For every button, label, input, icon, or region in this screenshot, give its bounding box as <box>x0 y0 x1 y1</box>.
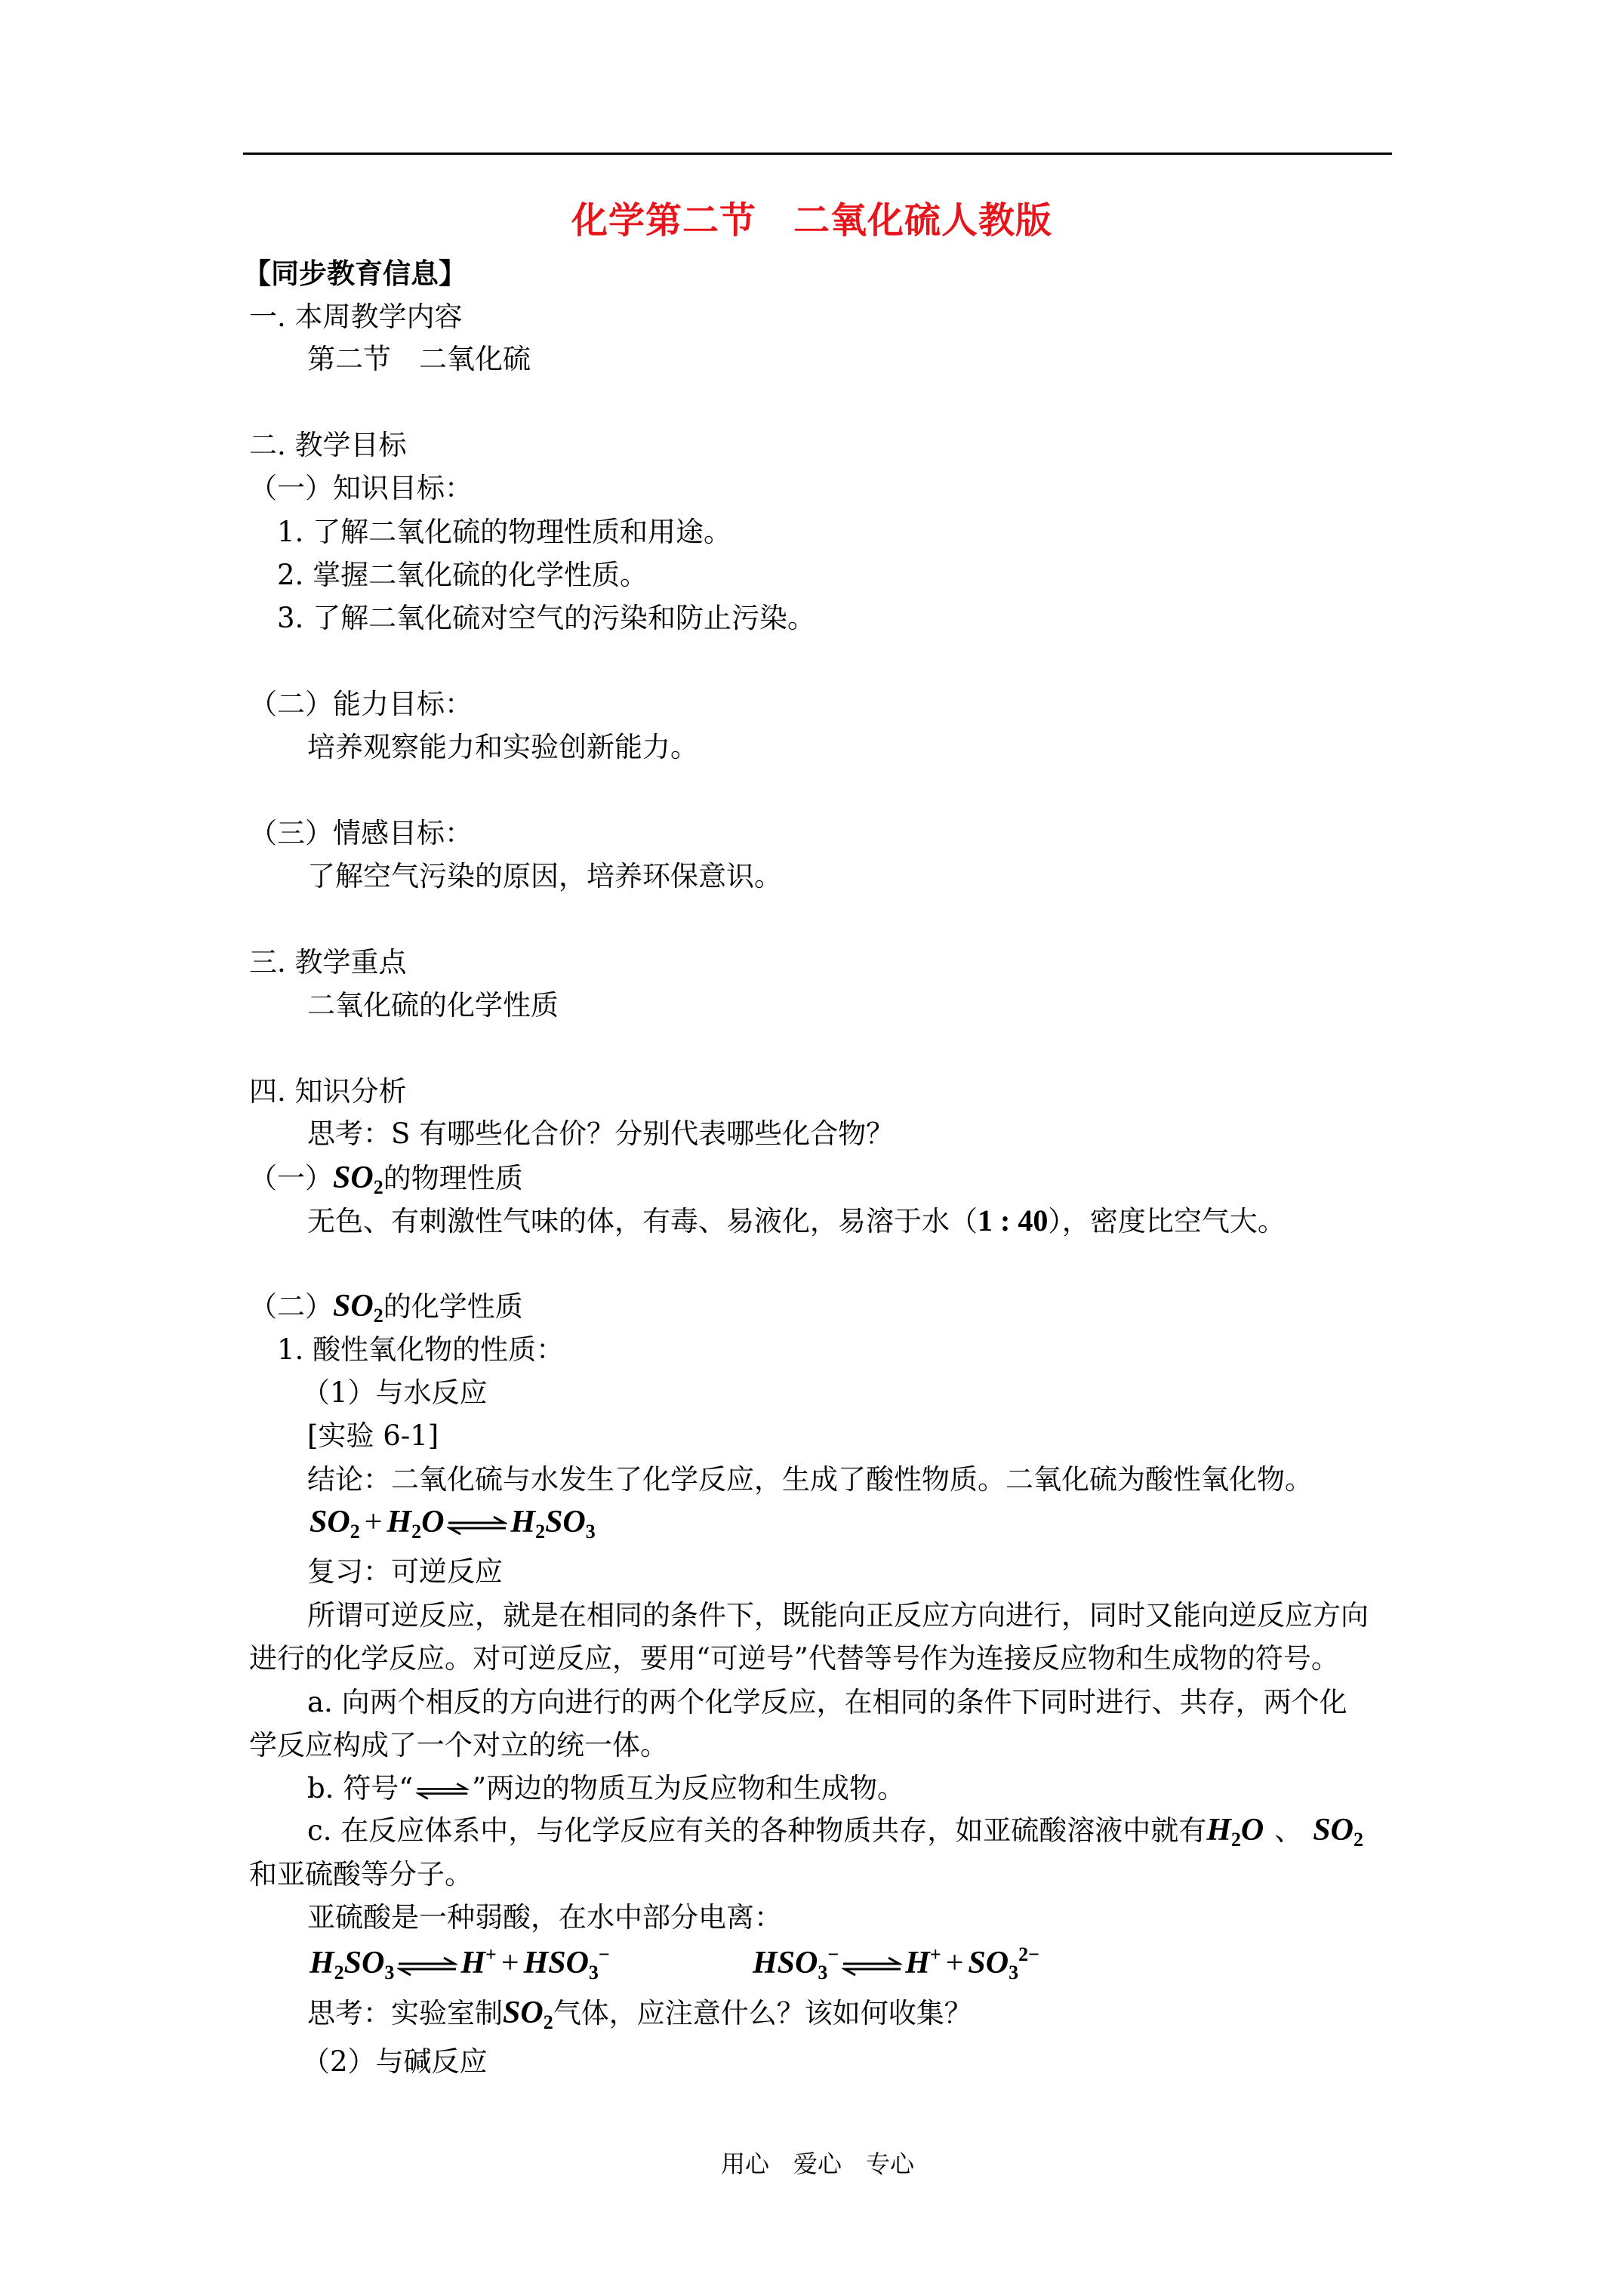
section-heading-3: 三. 教学重点 <box>249 946 407 978</box>
react-base-heading: （2）与碱反应 <box>302 2045 488 2078</box>
point-a-line-1: a. 向两个相反的方向进行的两个化学反应，在相同的条件下同时进行、共存，两个化 <box>307 1686 1347 1718</box>
reversible-arrow-icon <box>397 1956 457 1976</box>
chemical-properties-heading: （二）$SO_2$的化学性质 <box>249 1289 523 1327</box>
section-heading-1: 一. 本周教学内容 <box>249 300 463 333</box>
emotion-heading: （三）情感目标： <box>249 817 473 849</box>
physical-suffix: 的物理性质 <box>383 1162 523 1194</box>
reversible-arrow-icon <box>416 1781 469 1801</box>
point-a-line-2: 学反应构成了一个对立的统一体。 <box>249 1729 668 1761</box>
think-question-2: 思考：实验室制$SO_2$气体，应注意什么？该如何收集？ <box>307 1996 972 2033</box>
equation-ionization-1: $H_2SO_3$ $H^+ + HSO_3^-$ <box>310 1943 610 1983</box>
think-question-1: 思考：S 有哪些化合价？分别代表哪些化合物？ <box>307 1117 895 1150</box>
solubility-ratio: 1 : 40 <box>978 1203 1049 1237</box>
knowledge-heading: （一）知识目标： <box>249 472 473 504</box>
section-sync-info: 【同步教育信息】 <box>243 257 467 290</box>
knowledge-item-2: 2. 掌握二氧化硫的化学性质。 <box>277 559 648 591</box>
ability-body: 培养观察能力和实验创新能力。 <box>307 731 698 763</box>
formula-so2: $SO_2$ <box>503 1996 553 2033</box>
formula-so2: $SO_2$ <box>333 1160 383 1198</box>
acidic-oxide-heading: 1. 酸性氧化物的性质： <box>277 1333 565 1366</box>
review-heading: 复习：可逆反应 <box>307 1555 503 1588</box>
reversible-paragraph-line-1: 所谓可逆反应，就是在相同的条件下，既能向正反应方向进行，同时又能向逆反应方向 <box>307 1599 1369 1632</box>
knowledge-item-3: 3. 了解二氧化硫对空气的污染和防止污染。 <box>277 602 816 634</box>
header-rule <box>243 153 1392 155</box>
knowledge-item-1: 1. 了解二氧化硫的物理性质和用途。 <box>277 516 732 548</box>
page-footer: 用心 爱心 专心 <box>721 2150 915 2178</box>
section-1-body: 第二节 二氧化硫 <box>307 343 531 375</box>
emotion-body: 了解空气污染的原因，培养环保意识。 <box>307 860 782 892</box>
formula-h2o: $H_2O$ <box>1206 1813 1264 1851</box>
section-3-body: 二氧化硫的化学性质 <box>307 989 559 1022</box>
reversible-arrow-icon <box>447 1515 507 1535</box>
ability-heading: （二）能力目标： <box>249 688 473 720</box>
section-heading-4: 四. 知识分析 <box>249 1075 407 1108</box>
conclusion-text: 结论：二氧化硫与水发生了化学反应，生成了酸性物质。二氧化硫为酸性氧化物。 <box>307 1463 1313 1496</box>
formula-so2: $SO_2$ <box>1313 1813 1363 1851</box>
weak-acid-text: 亚硫酸是一种弱酸，在水中部分电离： <box>307 1901 782 1934</box>
formula-so2: $SO_2$ <box>333 1289 383 1327</box>
equation-ionization-2: $HSO_3^-$ $H^+ + SO_3^{2-}$ <box>753 1943 1039 1983</box>
reversible-paragraph-line-2: 进行的化学反应。对可逆反应，要用“可逆号”代替等号作为连接反应物和生成物的符号。 <box>249 1642 1339 1675</box>
experiment-label: [实验 6-1] <box>307 1419 439 1452</box>
physical-properties-heading <box>249 1160 523 1196</box>
point-c-line-2: 和亚硫酸等分子。 <box>249 1858 473 1891</box>
equation-so2-water: $SO_2 + H_2O$ $H_2SO_3$ <box>310 1505 596 1542</box>
point-c-line-1: c. 在反应体系中，与化学反应有关的各种物质共存，如亚硫酸溶液中就有$H_2O$ 、 $SO_2$ <box>307 1813 1363 1851</box>
page-title: 化学第二节 二氧化硫人教版 <box>571 199 1053 242</box>
react-water-heading: （1）与水反应 <box>302 1376 488 1409</box>
physical-properties-body: 无色、有刺激性气味的体，有毒、易液化，易溶于水（1 : 40），密度比空气大。 <box>307 1203 1286 1237</box>
physical-prefix: （一） <box>249 1162 333 1194</box>
point-b: b. 符号“ ”两边的物质互为反应物和生成物。 <box>307 1772 906 1804</box>
reversible-arrow-icon <box>842 1956 902 1976</box>
section-heading-2: 二. 教学目标 <box>249 429 407 461</box>
